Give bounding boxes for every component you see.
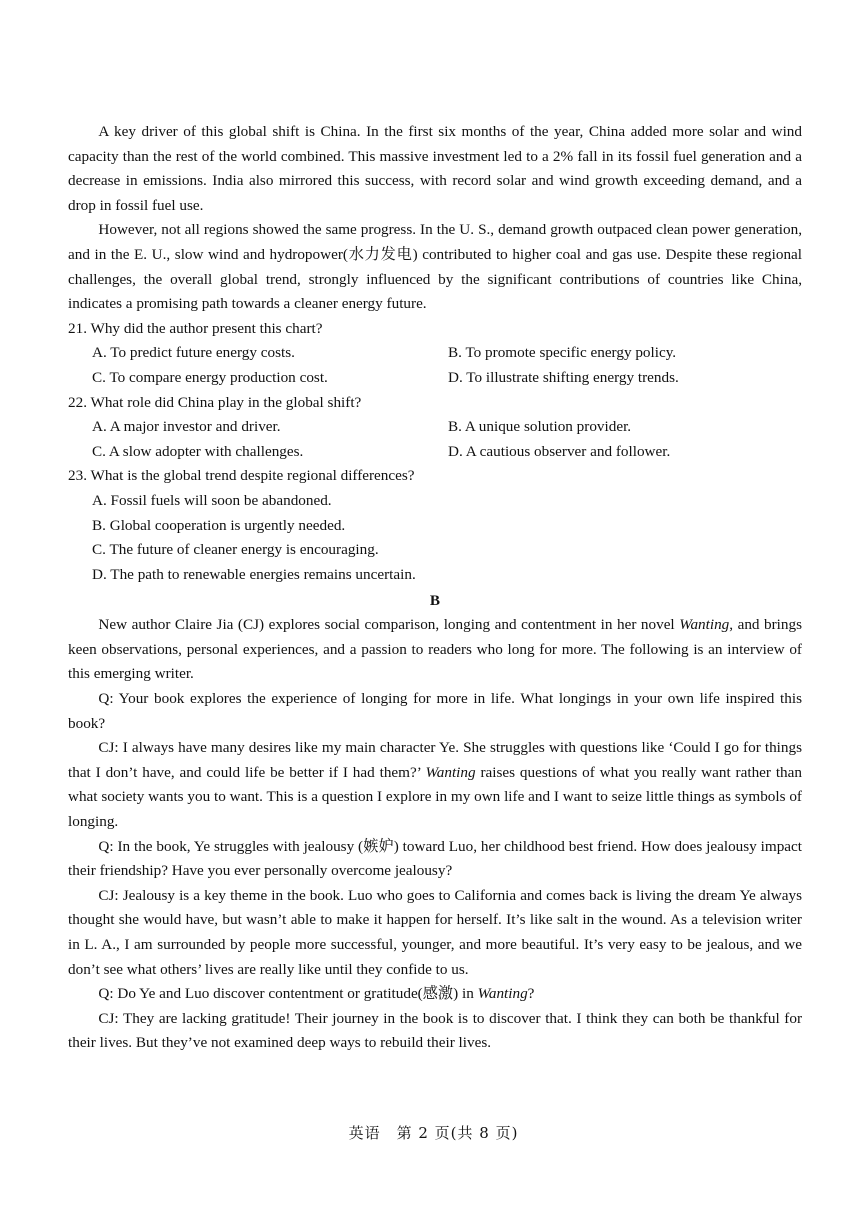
intro-text-2: , and brings keen observations, personal experiences, and a passion to readers who long for more. The following is an interview of this emerging writer. bbox=[68, 616, 803, 683]
option-b: B. A unique solution provider. bbox=[448, 418, 632, 436]
options-row bbox=[68, 440, 802, 465]
option-a: A. To predict future energy costs. bbox=[92, 344, 295, 362]
interview-answer-1 bbox=[68, 736, 802, 834]
question-stem: 23. What is the global trend despite regional differences? bbox=[68, 467, 415, 485]
option-b: B. Global cooperation is urgently needed. bbox=[92, 516, 346, 534]
book-title: Wanting bbox=[425, 763, 476, 781]
section-b-intro bbox=[68, 613, 802, 687]
question-stem: 22. What role did China play in the global shift? bbox=[68, 393, 362, 411]
option-a: A. A major investor and driver. bbox=[92, 418, 281, 436]
interview-answer-2: CJ: Jealousy is a key theme in the book. Luo who goes to California and comes back is living the dream Ye always thought she would have, but wasn’t able to make it happen for herself. It’s like salt in the wound. As a television writer in L. A., I am surrounded by people more successful, younger, and more beautiful. It’s very easy to be jealous, and we don’t see what others’ lives are really like until they confide to us. bbox=[68, 886, 802, 978]
option-b: B. To promote specific energy policy. bbox=[448, 344, 677, 362]
option-d: D. The path to renewable energies remains uncertain. bbox=[92, 565, 416, 583]
question-21 bbox=[68, 317, 802, 391]
option-c: C. A slow adopter with challenges. bbox=[92, 442, 304, 460]
option-d: D. A cautious observer and follower. bbox=[448, 442, 671, 460]
question-stem: 21. Why did the author present this chart? bbox=[68, 319, 323, 337]
page-content bbox=[68, 120, 802, 1056]
question-22 bbox=[68, 391, 802, 465]
option-a: A. Fossil fuels will soon be abandoned. bbox=[92, 491, 332, 509]
question-3-text-2: ? bbox=[527, 985, 535, 1003]
option-c: C. To compare energy production cost. bbox=[92, 368, 328, 386]
interview-answer-3: CJ: They are lacking gratitude! Their journey in the book is to discover that. I think they can both be thankful for their lives. But they’ve not examined deep ways to rebuild their lives. bbox=[68, 1009, 802, 1052]
page-footer: 英语 第 2 页(共 8 页) bbox=[348, 1124, 519, 1142]
options-row bbox=[68, 366, 802, 391]
answer-1-text-1: CJ: I always have many desires like my main character Ye. She struggles with questions like ‘Could I go for things that I don’t have, and could life be better if I had them?’ bbox=[68, 739, 802, 781]
book-title: Wanting bbox=[477, 985, 528, 1003]
option-c: C. The future of cleaner energy is encouraging. bbox=[92, 541, 379, 559]
question-23 bbox=[68, 464, 802, 587]
options-row bbox=[68, 341, 802, 366]
interview-question-2: Q: In the book, Ye struggles with jealousy (嫉妒) toward Luo, her childhood best friend. How does jealousy impact their friendship? Have you ever personally overcome jealousy? bbox=[68, 837, 802, 880]
question-3-text-1: Q: Do Ye and Luo discover contentment or gratitude(感激) in bbox=[98, 985, 478, 1003]
passage-a-paragraph-1: A key driver of this global shift is China. In the first six months of the year, China added more solar and wind capacity than the rest of the world combined. This massive investment led to a 2% fall in its fossil fuel generation and a decrease in emissions. India also mirrored this success, with record solar and wind growth exceeding demand, and a drop in fossil fuel use. bbox=[68, 123, 802, 214]
section-b-heading: B bbox=[429, 592, 441, 610]
intro-text-1: New author Claire Jia (CJ) explores social comparison, longing and contentment in her novel bbox=[98, 616, 680, 634]
options-row bbox=[68, 415, 802, 440]
answer-1-text-2: raises questions of what you really want rather than what society wants you to want. This is a question I explore in my own life and I want to seize little things as symbols of longing. bbox=[68, 763, 802, 831]
interview-question-1: Q: Your book explores the experience of longing for more in life. What longings in your own life inspired this book? bbox=[68, 690, 802, 732]
book-title: Wanting bbox=[679, 616, 730, 634]
passage-a-paragraph-2: However, not all regions showed the same progress. In the U. S., demand growth outpaced clean power generation, and in the E. U., slow wind and hydropower(水力发电) contributed to higher coal and gas use. Despite these regional challenges, the overall global trend, strongly influenced by the significant contributions of countries like China, indicates a promising path towards a cleaner energy future. bbox=[68, 221, 802, 313]
interview-question-3 bbox=[68, 982, 802, 1007]
option-d: D. To illustrate shifting energy trends. bbox=[448, 368, 679, 386]
